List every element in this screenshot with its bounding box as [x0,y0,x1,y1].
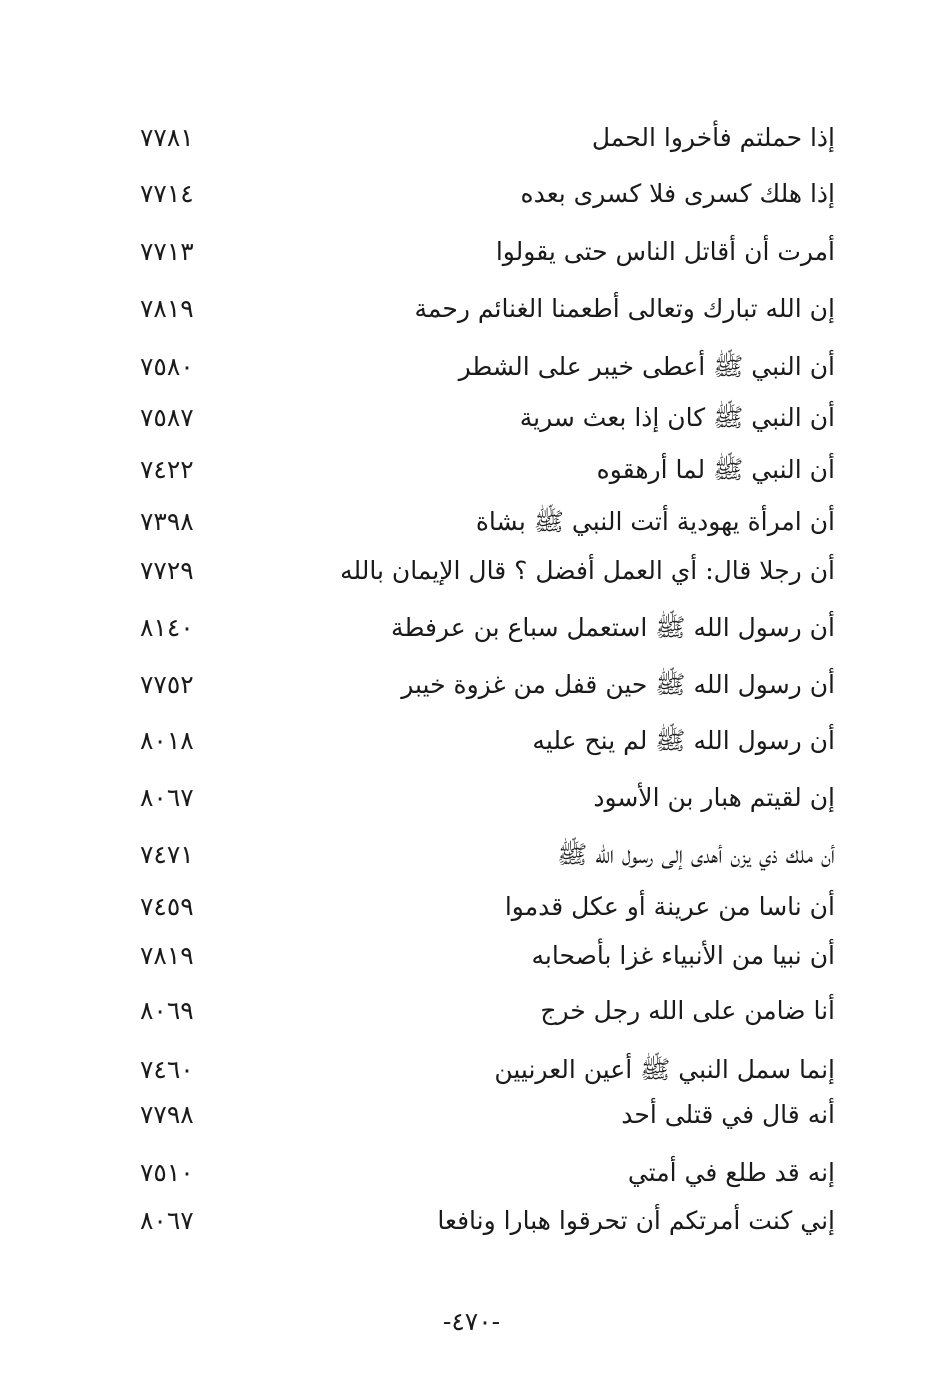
hadith-text: أن رسول الله ﷺ لم ينح عليه [532,726,835,755]
hadith-number: ٧٧٨١ [140,123,194,152]
index-entry [0,1090,943,1140]
hadith-number: ٨٠٦٧ [140,1206,194,1235]
hadith-text: إنه قد طلع في أمتي [627,1158,835,1187]
hadith-text: أنه قال في قتلى أحد [621,1100,835,1129]
hadith-text: أن النبي ﷺ لما أرهقوه [596,455,835,484]
hadith-number: ٨٠٦٩ [140,996,194,1025]
hadith-text: أمرت أن أقاتل الناس حتى يقولوا [495,237,835,266]
hadith-number: ٧٤٧١ [140,840,194,869]
page-number: -٤٧٠- [442,1307,501,1336]
index-entry [0,1148,943,1198]
hadith-number: ٧٨١٩ [140,941,194,970]
hadith-text: إذا حملتم فأخروا الحمل [591,123,835,152]
index-entry [0,773,943,823]
hadith-text: أن امرأة يهودية أتت النبي ﷺ بشاة [475,507,835,536]
index-entry [0,830,943,880]
hadith-text: أن ملك ذي يزن أهدى إلى رسول الله ﷺ [557,840,835,869]
index-entry [0,931,943,981]
index-entry [0,342,943,392]
hadith-text: إن لقيتم هبار بن الأسود [593,783,835,812]
index-entry [0,497,943,547]
hadith-text: أن رسول الله ﷺ حين قفل من غزوة خيبر [401,670,835,699]
hadith-text: أن رجلا قال: أي العمل أفضل ؟ قال الإيمان بالله [340,556,835,585]
hadith-number: ٧٧١٣ [140,237,194,266]
index-entry [0,986,943,1036]
hadith-number: ٧٧٥٢ [140,670,194,699]
hadith-number: ٧٤٢٢ [140,455,194,484]
hadith-number: ٧٣٩٨ [140,507,194,536]
hadith-text: إنما سمل النبي ﷺ أعين العرنيين [494,1055,835,1084]
index-entry [0,1196,943,1246]
hadith-text: إن الله تبارك وتعالى أطعمنا الغنائم رحمة [414,294,835,323]
hadith-text: إذا هلك كسرى فلا كسرى بعده [520,179,835,208]
index-entry [0,284,943,334]
hadith-number: ٧٧١٤ [140,179,194,208]
index-entry [0,1045,943,1095]
index-entry [0,716,943,766]
hadith-text: إني كنت أمرتكم أن تحرقوا هبارا ونافعا [437,1206,835,1235]
hadith-number: ٧٤٦٠ [140,1055,194,1084]
hadith-number: ٧٨١٩ [140,294,194,323]
index-entry [0,660,943,710]
index-entry [0,445,943,495]
hadith-number: ٧٧٩٨ [140,1100,194,1129]
index-entry [0,603,943,653]
index-entry [0,113,943,163]
hadith-text: أن نبيا من الأنبياء غزا بأصحابه [531,941,835,970]
hadith-number: ٨٠٦٧ [140,783,194,812]
hadith-number: ٧٥٨٠ [140,352,194,381]
hadith-number: ٧٤٥٩ [140,892,194,921]
hadith-text: أن ناسا من عرينة أو عكل قدموا [504,892,835,921]
hadith-number: ٧٥٨٧ [140,403,194,432]
index-entry [0,227,943,277]
hadith-number: ٧٥١٠ [140,1158,194,1187]
hadith-text: أن رسول الله ﷺ استعمل سباع بن عرفطة [391,613,835,642]
index-entry [0,169,943,219]
hadith-number: ٨١٤٠ [140,613,194,642]
index-entry [0,882,943,932]
hadith-number: ٨٠١٨ [140,726,194,755]
hadith-text: أن النبي ﷺ أعطى خيبر على الشطر [458,352,835,381]
index-entry [0,393,943,443]
hadith-number: ٧٧٢٩ [140,556,194,585]
index-entry [0,546,943,596]
hadith-text: أن النبي ﷺ كان إذا بعث سرية [519,403,835,432]
hadith-text: أنا ضامن على الله رجل خرج [540,996,835,1025]
